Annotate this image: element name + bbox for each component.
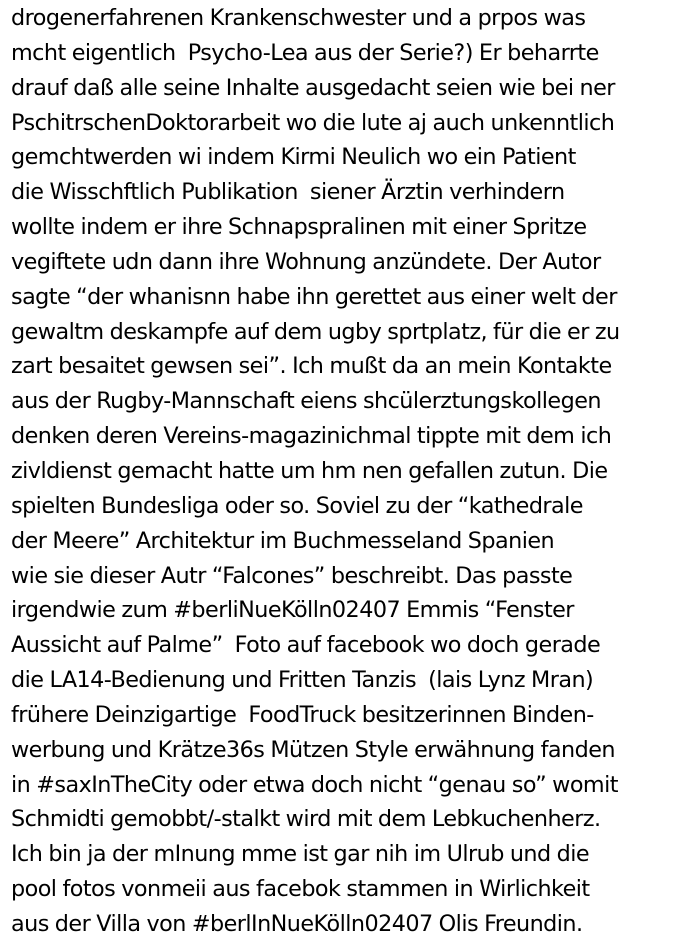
text-line-27: aus der Villa von #berlInNueKölln02407 Olis Freundin.	[11, 910, 583, 937]
text-line-2: mcht eigentlich Psycho-Lea aus der Serie?) Er beharrte	[11, 39, 599, 66]
text-line-5: gemchtwerden wi indem Kirmi Neulich wo ein Patient	[11, 144, 576, 171]
text-line-9: sagte “der whanisnn habe ihn gerettet aus einer welt der	[11, 283, 617, 310]
text-line-6: die Wisschftlich Publikation siener Ärztin verhindern	[11, 179, 565, 206]
text-line-10: gewaltm deskampfe auf dem ugby sprtplatz, für die er zu	[11, 318, 620, 345]
text-line-19: Aussicht auf Palme” Foto auf facebook wo doch gerade	[11, 632, 601, 659]
text-line-12: aus der Rugby-Mannschaft eiens shcülerztungskollegen	[11, 388, 601, 415]
text-line-22: werbung und Krätze36s Mützen Style erwähnung fanden	[11, 736, 615, 763]
text-line-8: vegiftete udn dann ihre Wohnung anzündete. Der Autor	[11, 248, 601, 275]
text-line-1: drogenerfahrenen Krankenschwester und a prpos was	[11, 5, 586, 31]
text-line-25: Ich bin ja der mInung mme ist gar nih im Ulrub und die	[11, 841, 590, 868]
text-line-3: drauf daß alle seine Inhalte ausgedacht seien wie bei ner	[11, 74, 615, 101]
text-line-26: pool fotos vonmeii aus facebok stammen in Wirlichkeit	[11, 876, 590, 903]
text-line-17: wie sie dieser Autr “Falcones” beschreibt. Das passte	[11, 562, 573, 589]
text-line-20: die LA14-Bedienung und Fritten Tanzis (lais Lynz Mran)	[11, 667, 594, 694]
text-line-16: der Meere” Architektur im Buchmesseland Spanien	[11, 527, 555, 554]
text-line-14: zivldienst gemacht hatte um hm nen gefallen zutun. Die	[11, 457, 608, 484]
text-line-21: frühere Deinzigartige FoodTruck besitzerinnen Binden-	[11, 701, 594, 728]
text-line-24: Schmidti gemobbt/-stalkt wird mit dem Lebkuchenherz.	[11, 806, 601, 833]
text-line-15: spielten Bundesliga oder so. Soviel zu der “kathedrale	[11, 492, 583, 519]
text-line-7: wollte indem er ihre Schnapspralinen mit einer Spritze	[11, 214, 587, 241]
text-line-23: in #saxInTheCity oder etwa doch nicht “genau so” womit	[11, 771, 618, 798]
text-line-4: PschitrschenDoktorarbeit wo die lute aj auch unkenntlich	[11, 109, 615, 136]
text-line-13: denken deren Vereins-magazinichmal tippte mit dem ich	[11, 423, 612, 450]
text-line-18: irgendwie zum #berliNueKölln02407 Emmis “Fenster	[11, 597, 574, 624]
text-line-11: zart besaitet gewsen sei”. Ich mußt da an mein Kontakte	[11, 353, 612, 380]
body-text	[11, 1, 681, 942]
